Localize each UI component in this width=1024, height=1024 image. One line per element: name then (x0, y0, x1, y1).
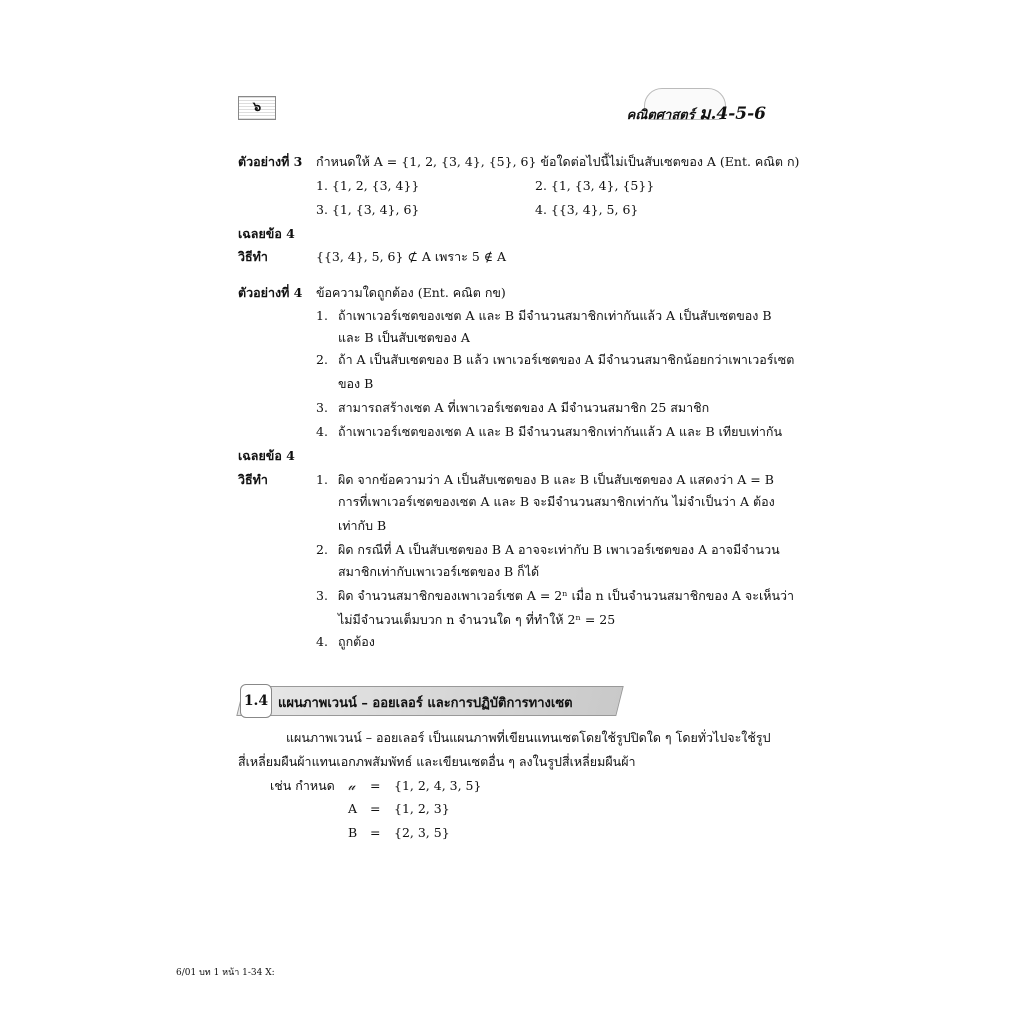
example4-choice-num: 4. (316, 424, 328, 439)
set-value: {2, 3, 5} (394, 825, 450, 840)
example3-method-label: วิธีทำ (238, 249, 268, 264)
example4-choice-line: ถ้าเพาเวอร์เซตของเซต A และ B มีจำนวนสมาชิกเท่ากันแล้ว A เป็นสับเซตของ B (338, 308, 772, 323)
example4-choice-num: 2. (316, 352, 328, 367)
example4-method-line: ผิด จากข้อความว่า A เป็นสับเซตของ B และ B เป็นสับเซตของ A แสดงว่า A = B (338, 472, 774, 487)
set-name: 𝓊 (348, 778, 356, 793)
set-value: {1, 2, 4, 3, 5} (394, 778, 482, 793)
example4-method-line: สมาชิกเท่ากับเพาเวอร์เซตของ B ก็ได้ (338, 564, 540, 579)
example4-method-line: การที่เพาเวอร์เซตของเซต A และ B จะมีจำนวนสมาชิกเท่ากัน ไม่จำเป็นว่า A ต้อง (338, 494, 775, 509)
example4-method-num: 4. (316, 634, 328, 649)
page-number: ๖ (238, 96, 276, 120)
set-equals: = (370, 778, 381, 793)
example4-label: ตัวอย่างที่ 4 (238, 285, 303, 300)
example4-choice-line: ถ้าเพาเวอร์เซตของเซต A และ B มีจำนวนสมาชิกเท่ากันแล้ว A และ B เทียบเท่ากัน (338, 424, 783, 439)
section-number: 1.4 (240, 684, 272, 718)
example4-question: ข้อความใดถูกต้อง (Ent. คณิต กข) (316, 285, 506, 300)
example4-answer: เฉลยข้อ 4 (238, 448, 295, 463)
example4-choice-line: และ B เป็นสับเซตของ A (338, 330, 470, 345)
example3-choice-4: 4. {{3, 4}, 5, 6} (535, 202, 639, 217)
set-equals: = (370, 825, 381, 840)
book-title (627, 100, 766, 127)
example4-choice-num: 3. (316, 400, 328, 415)
example4-method-line: ถูกต้อง (338, 634, 375, 649)
example3-label: ตัวอย่างที่ 3 (238, 154, 303, 169)
set-value: {1, 2, 3} (394, 801, 450, 816)
example4-method-line: ผิด กรณีที่ A เป็นสับเซตของ B A อาจจะเท่ากับ B เพาเวอร์เซตของ A อาจมีจำนวน (338, 542, 780, 557)
example4-choice-line: สามารถสร้างเซต A ที่เพาเวอร์เซตของ A มีจำนวนสมาชิก 25 สมาชิก (338, 400, 710, 415)
example3-question: กำหนดให้ A = {1, 2, {3, 4}, {5}, 6} ข้อใดต่อไปนี้ไม่เป็นสับเซตของ A (Ent. คณิต ก) (316, 154, 800, 169)
example3-choice-1: 1. {1, 2, {3, 4}} (316, 178, 420, 193)
example4-method-label: วิธีทำ (238, 472, 268, 487)
set-name: B (348, 825, 358, 840)
example4-choice-line: ถ้า A เป็นสับเซตของ B แล้ว เพาเวอร์เซตของ A มีจำนวนสมาชิกน้อยกว่าเพาเวอร์เซต (338, 352, 795, 367)
example3-choice-3: 3. {1, {3, 4}, 6} (316, 202, 420, 217)
book-title-prefix: คณิตศาสตร์ (626, 108, 695, 123)
example4-method-line: ไม่มีจำนวนเต็มบวก n จำนวนใด ๆ ที่ทำให้ 2ⁿ = 25 (338, 612, 616, 627)
set-name: A (348, 801, 358, 816)
example4-choice-num: 1. (316, 308, 328, 323)
example-intro: เช่น กำหนด (270, 778, 335, 793)
section-title: แผนภาพเวนน์ – ออยเลอร์ และการปฏิบัติการทางเซต (278, 696, 573, 711)
example3-choice-2: 2. {1, {3, 4}, {5}} (535, 178, 655, 193)
example4-method-num: 2. (316, 542, 328, 557)
section-paragraph-line: สี่เหลี่ยมผืนผ้าแทนเอกภพสัมพัทธ์ และเขียนเซตอื่น ๆ ลงในรูปสี่เหลี่ยมผืนผ้า (238, 754, 636, 769)
example3-method: {{3, 4}, 5, 6} ⊄ A เพราะ 5 ∉ A (316, 249, 506, 264)
example4-method-num: 3. (316, 588, 328, 603)
example4-method-line: เท่ากับ B (338, 518, 387, 533)
section-paragraph-line: แผนภาพเวนน์ – ออยเลอร์ เป็นแผนภาพที่เขียนแทนเซตโดยใช้รูปปิดใด ๆ โดยทั่วไปจะใช้รูป (286, 730, 771, 745)
example4-method-num: 1. (316, 472, 328, 487)
example4-choice-line: ของ B (338, 376, 374, 391)
print-footer: 6/01 บท 1 หน้า 1-34 X: (176, 968, 275, 978)
example4-method-line: ผิด จำนวนสมาชิกของเพาเวอร์เซต A = 2ⁿ เมื่อ n เป็นจำนวนสมาชิกของ A จะเห็นว่า (338, 588, 795, 603)
book-title-grade: ม.4-5-6 (699, 104, 766, 124)
set-equals: = (370, 801, 381, 816)
example3-answer: เฉลยข้อ 4 (238, 226, 295, 241)
